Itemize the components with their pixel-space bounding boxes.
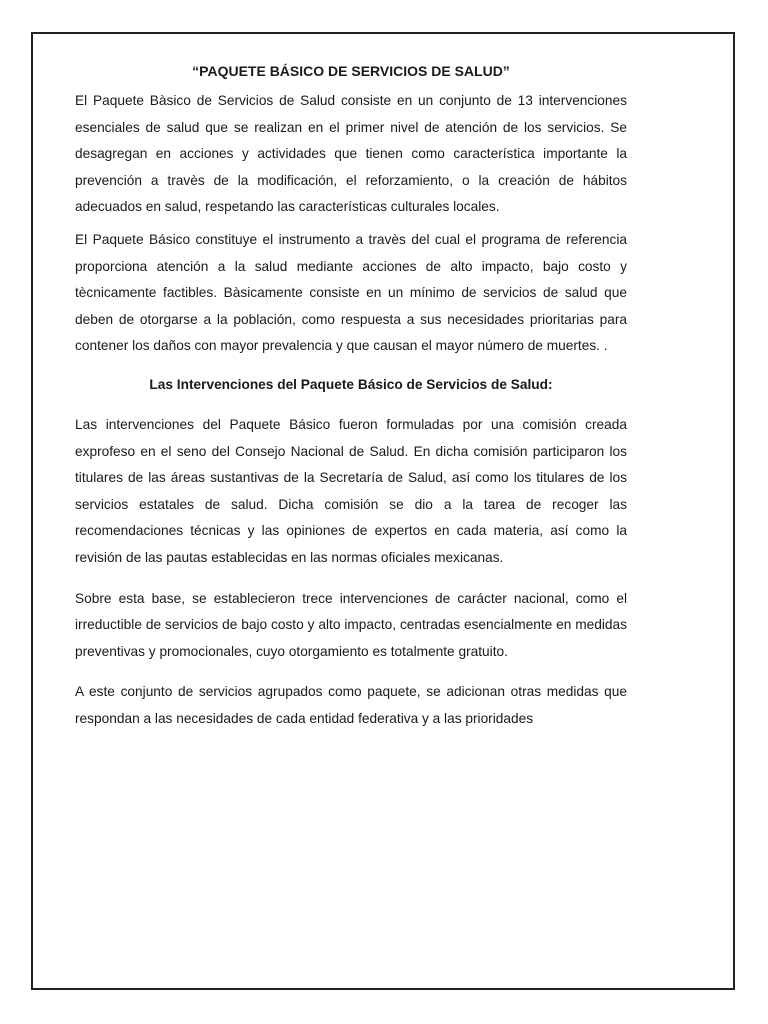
document-content bbox=[75, 58, 627, 732]
paragraph: Sobre esta base, se establecieron trece intervenciones de carácter nacional, como el irreductible de servicios de bajo costo y alto impacto, centradas esencialmente en medidas preventivas y promocionales, cuyo otorgamiento es totalmente gratuito. bbox=[75, 590, 627, 659]
paragraph: El Paquete Básico constituye el instrumento a travès del cual el programa de referencia proporciona atención a la salud mediante acciones de alto impacto, bajo costo y tècnicamente factibles. Bàsicamente consiste en un mínimo de servicios de salud que deben de otorgarse a la población, como respuesta a sus necesidades prioritarias para contener los daños con mayor prevalencia y que causan el mayor número de muertes. . bbox=[75, 231, 627, 354]
paragraph: Las intervenciones del Paquete Básico fueron formuladas por una comisión creada exprofeso en el seno del Consejo Nacional de Salud. En dicha comisión participaron los titulares de las áreas sustantivas de la Secretaría de Salud, así como los titulares de los servicios estatales de salud. Dicha comisión se dio a la tarea de recoger las recomendaciones técnicas y las opiniones de expertos en cada materia, así como la revisión de las pautas establecidas en las normas oficiales mexicanas. bbox=[75, 416, 627, 565]
document-title: “PAQUETE BÁSICO DE SERVICIOS DE SALUD” bbox=[192, 63, 510, 79]
paragraph: El Paquete Bàsico de Servicios de Salud consiste en un conjunto de 13 intervenciones esenciales de salud que se realizan en el primer nivel de atención de los servicios. Se desagregan en acciones y actividades que tienen como característica importante la prevención a travès de la modificación, el reforzamiento, o la creación de hábitos adecuados en salud, respetando las características culturales locales. bbox=[75, 93, 627, 215]
section-heading: Las Intervenciones del Paquete Básico de Servicios de Salud: bbox=[149, 376, 553, 392]
paragraph: A este conjunto de servicios agrupados como paquete, se adicionan otras medidas que respondan a las necesidades de cada entidad federativa y a las prioridades bbox=[75, 684, 627, 726]
